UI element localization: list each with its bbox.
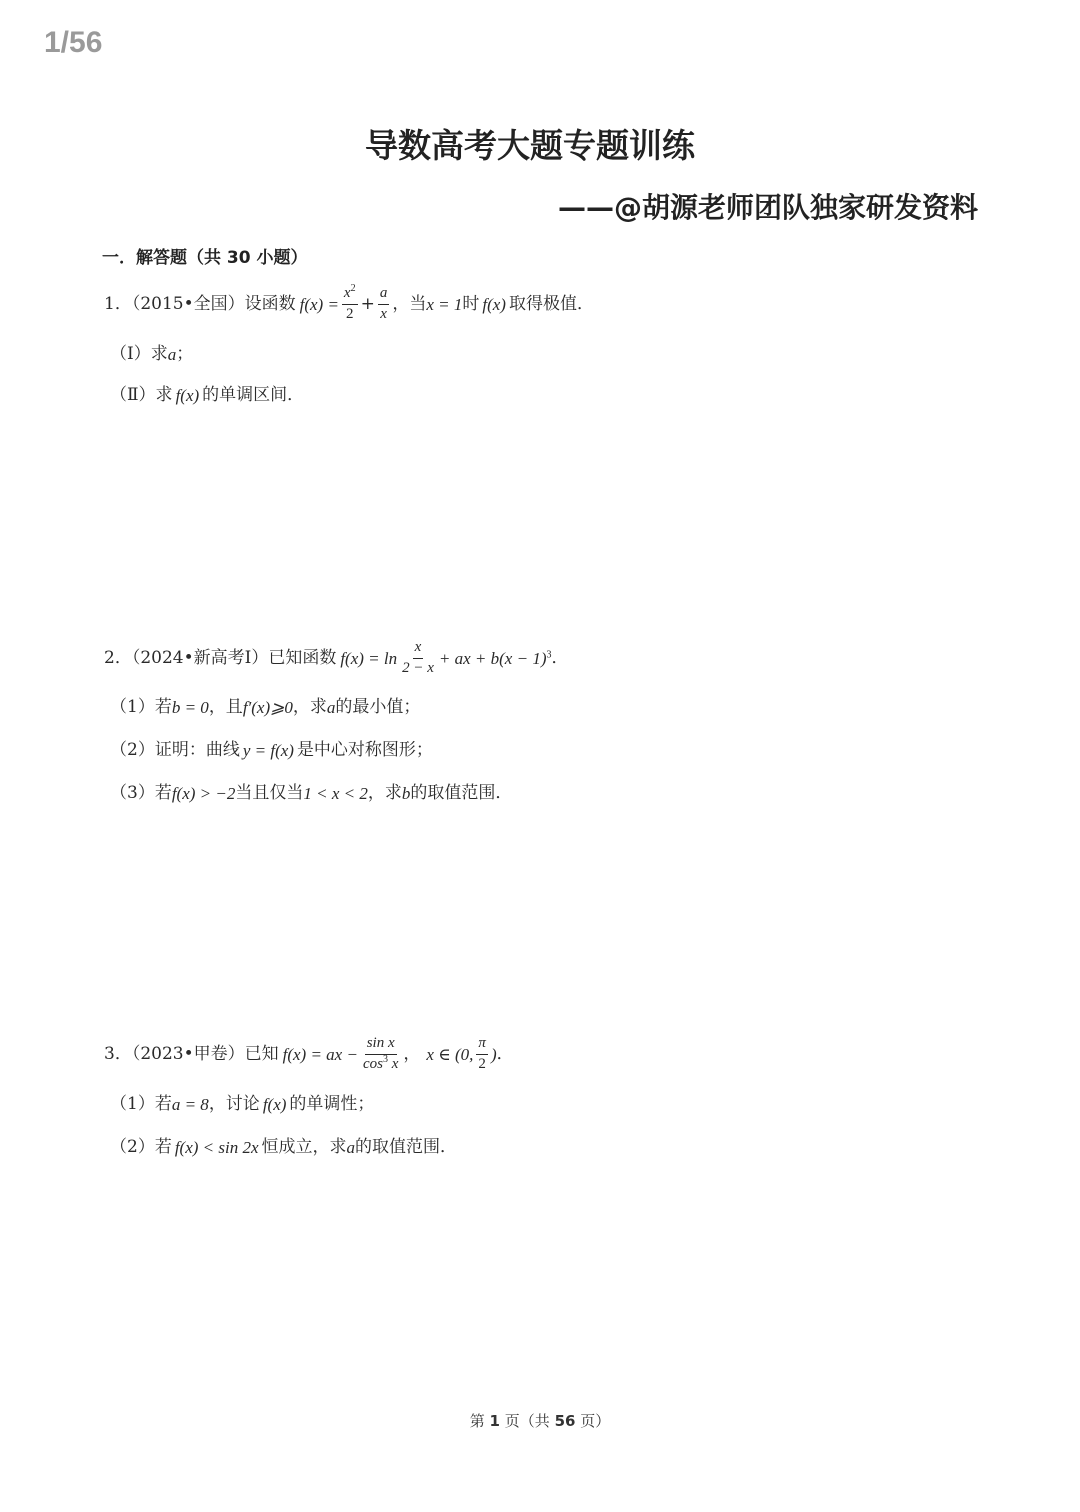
q2-prefix: 2．（2024•新高考Ⅰ）已知函数 [104,647,337,668]
footer-page-total: 56 [554,1412,576,1430]
q1-text-3: 取得极值． [508,293,594,314]
q1-fx: f(x) [482,294,506,314]
q3-domain-fraction: $\frac{\pi}{2}$ [478,1035,486,1072]
document-subtitle: ——@胡源老师团队独家研发资料 [557,191,978,224]
q1-text-2: 时 [462,293,480,314]
page-footer: 第 1 页（共 56 页） [469,1412,611,1430]
q1-condition: x = 1 [426,294,463,314]
page-counter: 1/56 [44,26,103,59]
q3-part-2: （2）若 f(x) < sin 2x 恒成立，求 a 的取值范围． [110,1137,458,1157]
section-heading: 一．解答题（共 30 小题） [102,248,308,268]
q2-part-1: （1）若 b = 0 ，且 f′(x)⩾0 ，求 a 的最小值； [110,697,421,717]
q3-domain-end: ) [490,1044,497,1064]
question-3 [104,1036,514,1073]
q1-function: f(x) = [299,294,339,314]
q2-function: f(x) = ln [340,648,398,668]
q1-fraction-1: $\frac{x^2}{2}$ [343,283,356,322]
q1-part-1: （Ⅰ）求 a ； [110,344,194,364]
q3-prefix: 3．（2023•甲卷）已知 [104,1043,279,1064]
q3-comma: ， [403,1043,421,1064]
q3-function: f(x) = ax − [282,1044,358,1064]
q1-fraction-2: $\frac{a}{x}$ [379,285,388,322]
q3-part-1: （1）若 a = 8 ，讨论 f(x) 的单调性； [110,1094,375,1114]
question-2 [104,640,568,677]
q3-fraction: $\frac{\text{sin x}}{\cos^3 x}$ [362,1035,399,1072]
q2-end: ． [551,647,569,668]
footer-page-number: 1 [489,1412,500,1430]
question-1 [104,283,594,323]
q1-prefix: 1．（2015•全国）设函数 [104,293,296,314]
q1-part-2: （Ⅱ）求 f(x) 的单调区间． [110,385,305,405]
q2-fraction: $\frac{x}{2 - x}$ [402,639,434,676]
q1-plus: + [360,293,375,314]
document-title: 导数高考大题专题训练 [365,126,695,165]
q2-tail: + ax + $b(x - 1)^3$ [438,648,552,668]
q3-end: ． [496,1043,514,1064]
q2-part-3: （3）若 f(x) > −2 当且仅当 1 < x < 2 ，求 b 的取值范围． [110,783,513,803]
q3-domain: x ∈ (0, [426,1044,474,1064]
q1-text-1: ，当 [392,293,427,314]
q2-part-2: （2）证明：曲线 y = f(x) 是中心对称图形； [110,740,433,760]
